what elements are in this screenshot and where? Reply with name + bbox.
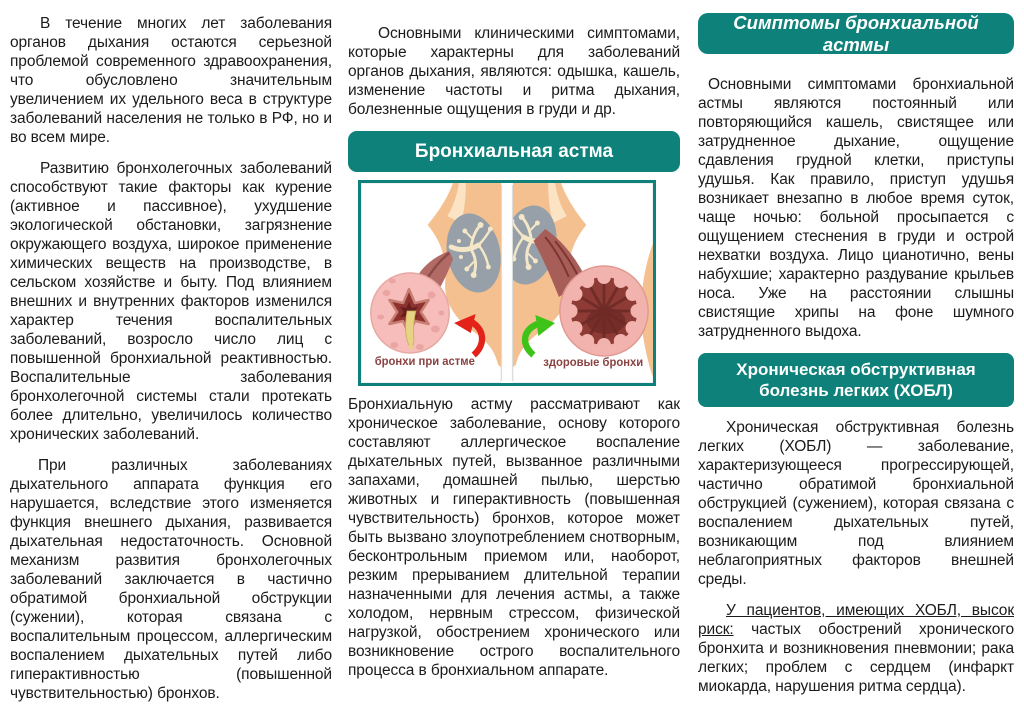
symptoms-intro-paragraph: Основными клиническими симптомами, которые характерны для заболеваний органов дыхания, являются: одышка, кашель, изменение частоты и ритма дыхания, болезненные ощущения в груди и др.	[348, 25, 680, 118]
intro-paragraph: В течение многих лет заболевания органов дыхания остаются серьезной проблемой современного здравоохранения, что обусловлено значительным увеличением их удельного веса в структуре заболеваний населения не только в РФ, но и во всем мире.	[10, 15, 332, 146]
mechanism-paragraph: При различных заболеваниях дыхательного аппарата функция его нарушается, вследствие этого изменяется функция внешнего дыхания, развивается дыхательная недостаточность. Основной механизм развития бронхолегочных заболеваний заключается в частично обратимой бронхиальной обструкции (сужении), которая связана с воспалительным процессом, аллергическим воспалением дыхательных путей либо гиперактивностью (повышенной чувствительностью) бронхов.	[10, 457, 332, 702]
left-column	[10, 14, 332, 715]
asthma-description-paragraph: Бронхиальную астму рассматривают как хроническое заболевание, основу которого составляют аллергическое воспаление дыхательных путей, вызванное различными запахами, домашней пылью, шерстью животных и гиперактивность (повышенная чувствительность) бронхов, которое может быть вызвано злоупотреблением снотворным, бесконтрольным приемом или, наоборот, резким прерыванием длительной терапии назначенными для лечения астмы, а также холодом, нервным стрессом, физической нагрузкой, обострением хронического или возникновение острого воспалительного процесса в бронхиальном аппарате.	[348, 396, 680, 679]
copd-paragraph: Хроническая обструктивная болезнь легких (ХОБЛ) — заболевание, характеризующееся прогрессирующей, частично обратимой бронхиальной обструкцией (сужением), которая связана с воспалением дыхательных путей, возникающим под влиянием неблагоприятных факторов внешней среды.	[698, 419, 1014, 588]
healthy-bronchi-label: здоровые бронхи	[543, 356, 644, 370]
risk-paragraph	[698, 601, 1014, 696]
risk-rest-text: частых обострений хронического бронхита и возникновения пневмонии; рака легких; проблем с сердцем (инфаркт миокарда, нарушения ритма сердца).	[698, 621, 1014, 695]
image-divider	[501, 183, 513, 383]
asthma-bronchi-label: бронхи при астме	[374, 355, 475, 369]
symptoms-paragraph: Основными симптомами бронхиальной астмы являются постоянный или повторяющийся кашель, свистящее или затрудненное дыхание, ощущение сдавления грудной клетки, приступы удушья. Как правило, приступ удушья возникает внезапно в любое время суток, чаще ночью: больной просыпается с ощущением стеснения в груди и острой нехватки воздуха. Лицо цианотично, вены набухшие; характерно раздувание крыльев носа. Уже на расстоянии слышны свистящие хрипы на фоне шумного затрудненного выдоха.	[698, 76, 1014, 340]
mucus-drop	[409, 345, 414, 350]
right-column	[698, 13, 1014, 708]
asthma-half	[361, 183, 508, 383]
bronchi-comparison-image	[361, 183, 653, 383]
asthma-header: Бронхиальная астма	[348, 131, 680, 172]
risk-underlined-text: У пациентов, имеющих ХОБЛ, высок риск:	[698, 602, 1014, 638]
copd-header: Хроническая обструктивная болезнь легких (ХОБЛ)	[698, 353, 1014, 407]
middle-column	[348, 24, 680, 692]
healthy-half	[496, 183, 653, 383]
bronchi-illustration	[358, 180, 656, 386]
factors-paragraph: Развитию бронхолегочных заболеваний способствуют такие факторы как курение (активное и пассивное), ухудшение экологической обстановки, загрязнение окружающего воздуха, широкое применение химических веществ на производстве, в сельском хозяйстве и быту. Под влиянием внешних и внутренних факторов изменился характер течения воспалительных заболеваний, возросло число лиц с повышенной бронхиальной реактивностью. Воспалительные заболевания бронхолегочной системы стали протекать более длительно, увеличилось количество хронических заболеваний.	[10, 160, 332, 443]
symptoms-header: Симптомы бронхиальной астмы	[698, 13, 1014, 54]
lumen-depth	[586, 308, 625, 334]
